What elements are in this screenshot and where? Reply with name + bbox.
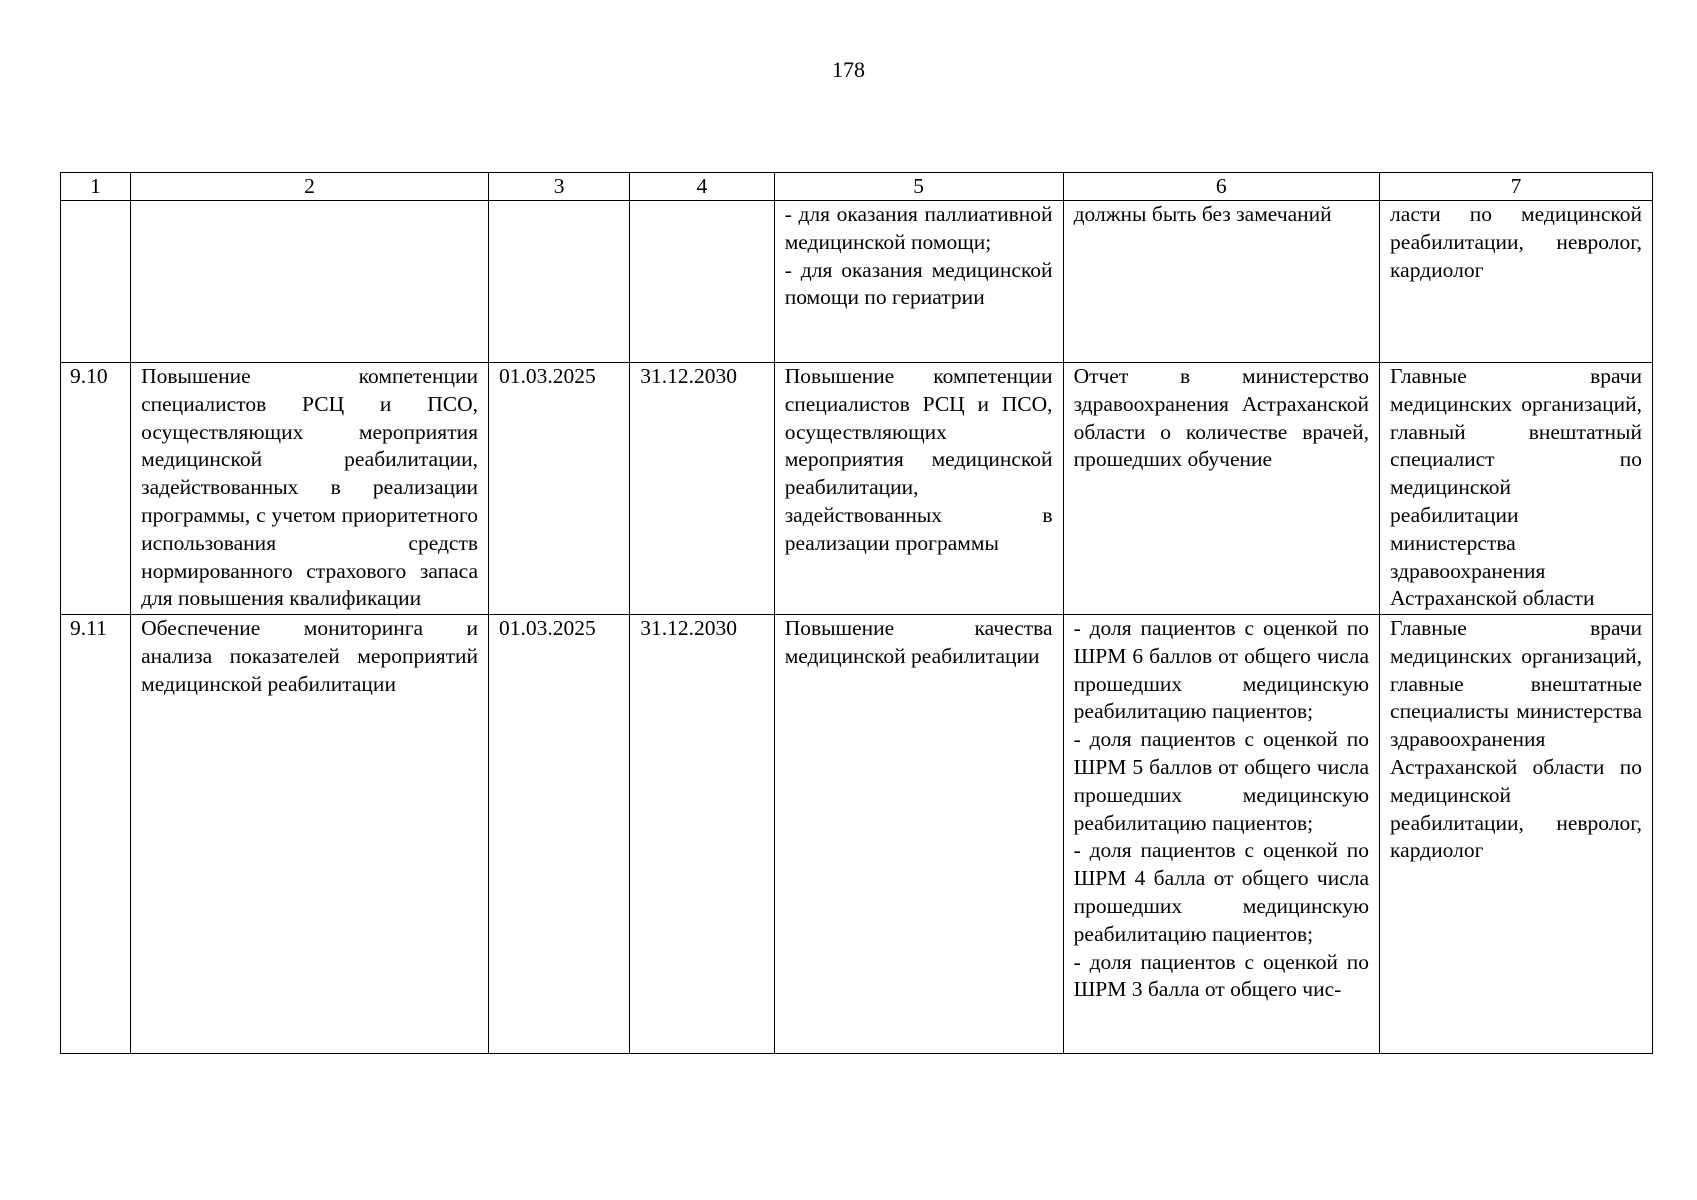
- indicator-cell: [1063, 615, 1379, 1054]
- indicator-text: Отчет в министерство здравоохранения Астраханской области о количестве врачей, прошедших обучение: [1073, 364, 1370, 472]
- end-date-cell: [630, 201, 774, 363]
- event-cell: [131, 201, 489, 363]
- column-number: 5: [774, 173, 1063, 201]
- column-numbers-row: [61, 173, 1653, 201]
- column-number: 1: [61, 173, 131, 201]
- item-number: [61, 201, 131, 363]
- column-number: 3: [489, 173, 630, 201]
- page-number: 178: [832, 57, 865, 82]
- event-cell: Повышение компетенции специалистов РСЦ и ПСО, осуществляющих мероприятия медицинской реабилитации, задействованных в реализации программы, с учетом приоритетного использования средств нормированного страхового запаса для повышения квалификации: [131, 363, 489, 615]
- indicator-cell: [1063, 201, 1379, 363]
- result-text: Повышение компетенции специалистов РСЦ и ПСО, осуществляющих мероприятия медицинской реабилитации, задействованных в реализации программы: [784, 364, 1053, 555]
- column-number: 7: [1380, 173, 1653, 201]
- result-cell: [774, 201, 1063, 363]
- table-row: [61, 615, 1653, 1054]
- event-cell: Обеспечение мониторинга и анализа показателей мероприятий медицинской реабилитации: [131, 615, 489, 1054]
- indicator-cell: [1063, 363, 1379, 615]
- start-date-cell: [489, 201, 630, 363]
- column-number: 6: [1063, 173, 1379, 201]
- responsible-cell: ласти по медицинской реабилитации, невролог, кардиолог: [1380, 201, 1653, 363]
- item-number: 9.10: [61, 363, 131, 615]
- end-date-cell: 31.12.2030: [630, 363, 774, 615]
- result-cell: [774, 363, 1063, 615]
- responsible-cell: Главные врачи медицинских организаций, главные внештатные специалисты министерства здравоохранения Астраханской области по медицинской реабилитации, невролог, кардиолог: [1380, 615, 1653, 1054]
- end-date-cell: 31.12.2030: [630, 615, 774, 1054]
- responsible-cell: Главные врачи медицинских организаций, главный внештатный специалист по медицинской реабилитации министерства здравоохранения Астраханской области: [1380, 363, 1653, 615]
- start-date-cell: 01.03.2025: [489, 615, 630, 1054]
- result-text: - для оказания паллиативной медицинской помощи; - для оказания медицинской помощи по гериатрии: [784, 202, 1053, 310]
- result-text: Повышение качества медицинской реабилитации: [784, 616, 1053, 668]
- start-date-cell: 01.03.2025: [489, 363, 630, 615]
- column-number: 2: [131, 173, 489, 201]
- plan-table: [60, 172, 1653, 1054]
- column-number: 4: [630, 173, 774, 201]
- table-row: [61, 201, 1653, 363]
- indicator-text: должны быть без замечаний: [1073, 202, 1332, 226]
- indicator-text: - доля пациентов с оценкой по ШРМ 6 баллов от общего числа прошедших медицинскую реабилитацию пациентов; - доля пациентов с оценкой по ШРМ 5 баллов от общего числа прошедших медицинскую реабилитацию пациентов; - доля пациентов с оценкой по ШРМ 4 балла от общего числа прошедших медицинскую реабилитацию пациентов; - доля пациентов с оценкой по ШРМ 3 балла от общего чис-: [1073, 616, 1370, 1002]
- table-row: [61, 363, 1653, 615]
- item-number: 9.11: [61, 615, 131, 1054]
- result-cell: [774, 615, 1063, 1054]
